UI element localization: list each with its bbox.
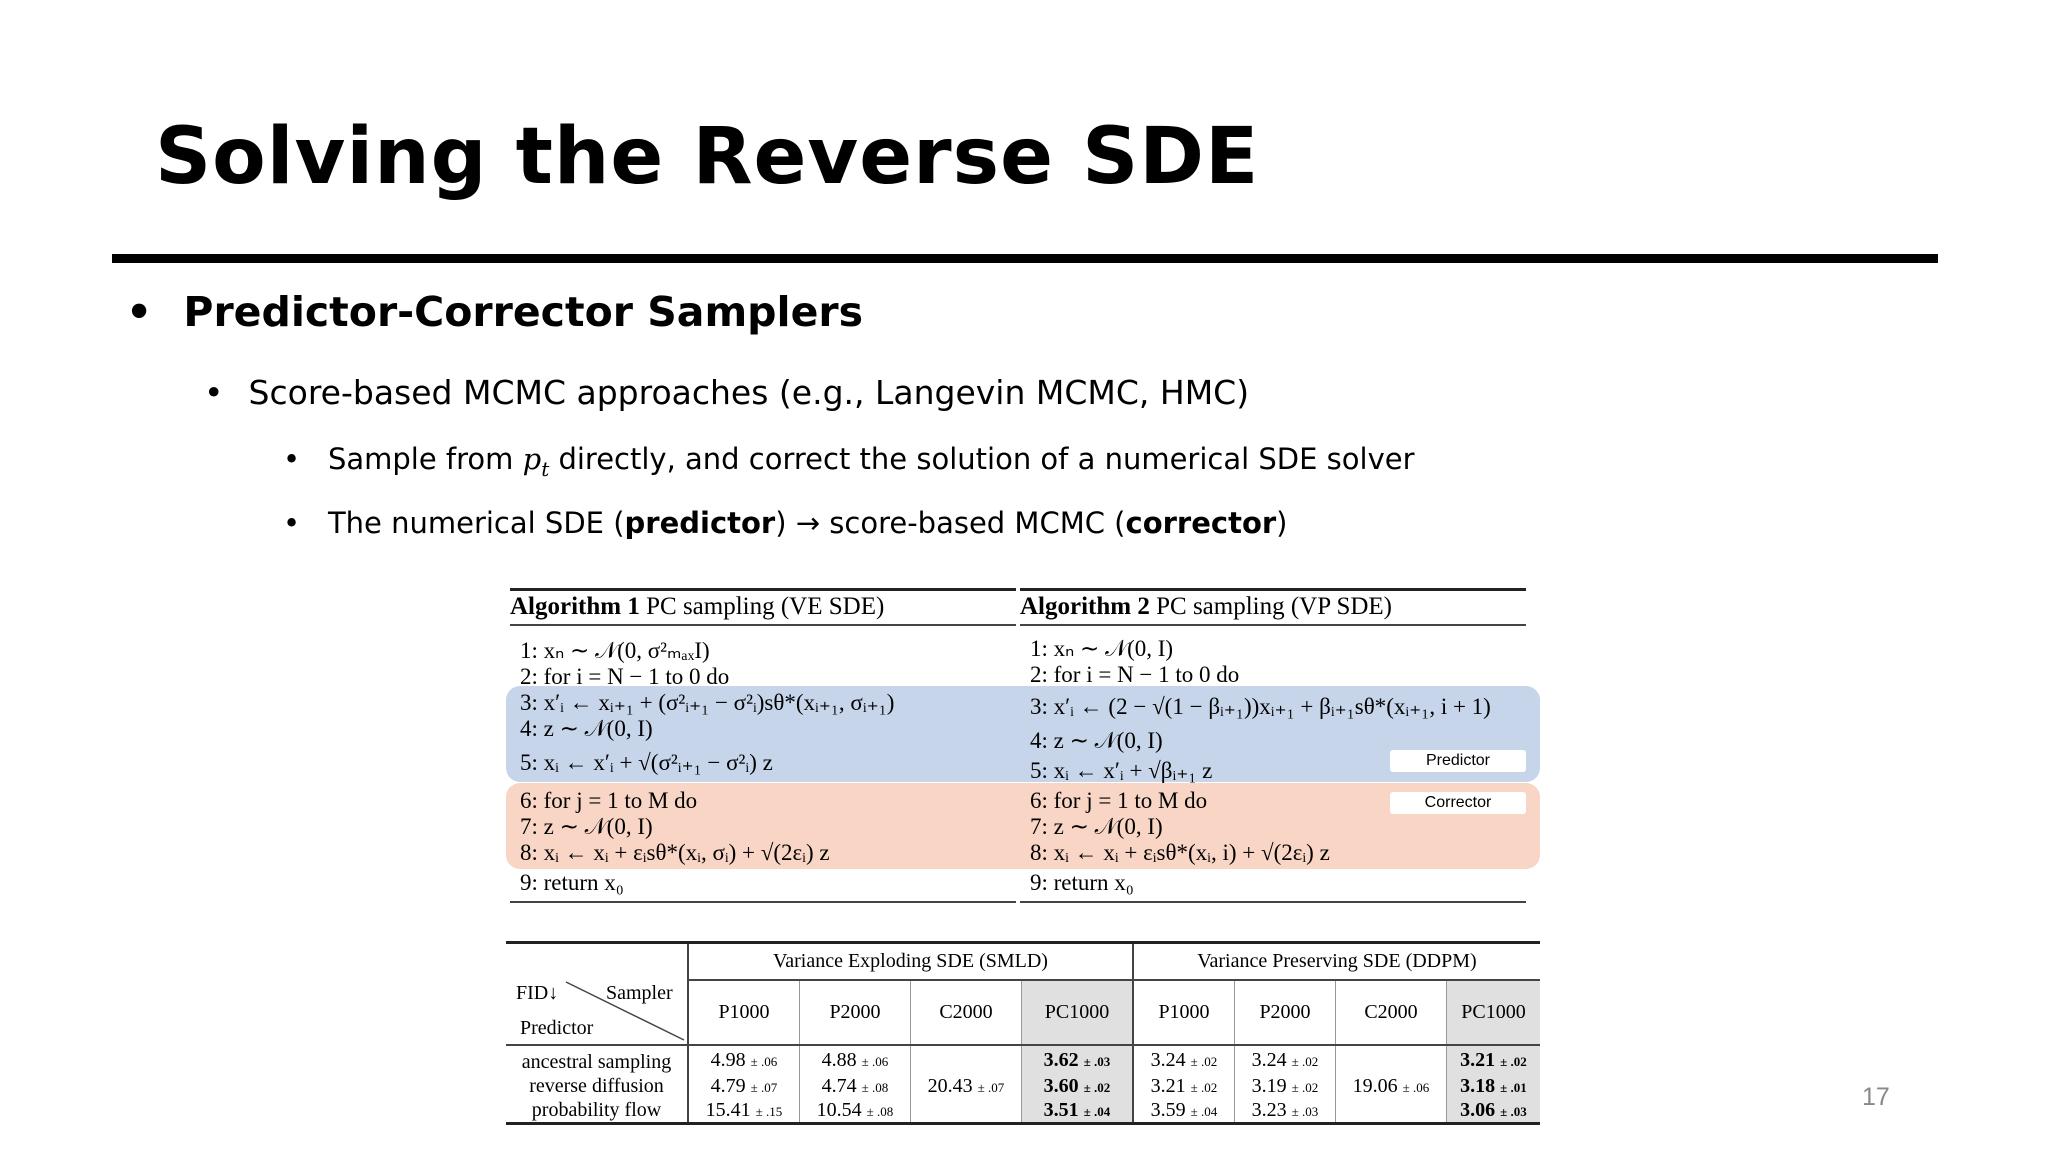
group-header-ve: Variance Exploding SDE (SMLD) xyxy=(688,943,1133,981)
algorithm-2-title: PC sampling (VP SDE) xyxy=(1149,593,1393,620)
bullet-level3-sample xyxy=(283,442,1415,481)
cell-error: ± .08 xyxy=(866,1103,894,1119)
row-label: ancestral sampling xyxy=(521,1050,672,1073)
cell-error: ± .03 xyxy=(1291,1103,1319,1119)
algorithm-2-label: Algorithm 2 xyxy=(1020,593,1150,620)
bullet3b-part3: ) → score-based MCMC ( xyxy=(775,506,1126,540)
table-cell xyxy=(800,1074,911,1098)
cell-value: 3.06 xyxy=(1460,1098,1496,1121)
title-divider xyxy=(112,254,1938,263)
cell-error: ± .03 xyxy=(1083,1053,1111,1069)
table-cell xyxy=(1447,1098,1541,1122)
bullet-dot: • xyxy=(126,288,153,336)
bullet3b-corrector: corrector xyxy=(1125,506,1277,540)
table-cell xyxy=(800,1045,911,1074)
bullet-level1 xyxy=(126,288,863,336)
alg2-line: 6: for j = 1 to M do xyxy=(1030,788,1208,813)
table-cell xyxy=(1022,1074,1134,1098)
cell-error: ± .02 xyxy=(1291,1079,1319,1095)
cell-value: 3.23 xyxy=(1251,1098,1287,1121)
alg1-line: 3: x′ᵢ ← xᵢ₊₁ + (σ²ᵢ₊₁ − σ²ᵢ)sθ*(xᵢ₊₁, σᵢ₊₁) xyxy=(520,690,895,715)
corner-fid: FID↓ xyxy=(516,982,559,1004)
algorithm-1 xyxy=(510,588,1016,904)
cell-error: ± .03 xyxy=(1500,1103,1527,1119)
bullet-level1-text: Predictor-Corrector Samplers xyxy=(183,288,863,336)
cell-error: ± .07 xyxy=(977,1079,1005,1095)
cell-error: ± .06 xyxy=(1402,1079,1430,1095)
cell-error: ± .04 xyxy=(1190,1103,1218,1119)
table-cell xyxy=(1235,1074,1336,1098)
algorithm-1-title: PC sampling (VE SDE) xyxy=(639,593,885,620)
table-cell xyxy=(911,1098,1022,1122)
table-corner xyxy=(506,980,688,1045)
table-cell xyxy=(911,1045,1022,1074)
cell-error: ± .02 xyxy=(1083,1079,1111,1095)
slide-title: Solving the Reverse SDE xyxy=(155,112,1260,202)
cell-error: ± .01 xyxy=(1500,1079,1527,1095)
col-header: P2000 xyxy=(1235,980,1336,1045)
bullet-dot: • xyxy=(283,506,301,540)
math-p: p xyxy=(522,442,542,476)
cell-error: ± .02 xyxy=(1190,1079,1218,1095)
col-header: C2000 xyxy=(911,980,1022,1045)
col-header: P2000 xyxy=(800,980,911,1045)
table-cell xyxy=(688,1098,800,1122)
corner-sampler: Sampler xyxy=(606,982,673,1004)
algorithm-1-label: Algorithm 1 xyxy=(510,593,640,620)
rule xyxy=(510,588,1016,591)
cell-error: ± .06 xyxy=(861,1053,889,1069)
alg2-line: 7: z ∼ 𝒩(0, I) xyxy=(1030,814,1163,839)
cell-error: ± .02 xyxy=(1291,1053,1319,1069)
col-header: PC1000 xyxy=(1022,980,1134,1045)
rule xyxy=(510,901,1016,903)
rule xyxy=(1020,624,1526,626)
algorithm-2 xyxy=(1020,588,1526,904)
table-bottom-rule xyxy=(506,1122,1540,1125)
col-header: P1000 xyxy=(1133,980,1235,1045)
algorithm-2-heading xyxy=(1020,593,1392,621)
cell-value: 3.21 xyxy=(1150,1074,1186,1097)
cell-value: 20.43 xyxy=(927,1074,973,1097)
bullet-level3-pipeline xyxy=(283,506,1288,540)
alg2-line: 5: xᵢ ← x′ᵢ + √βᵢ₊₁ z xyxy=(1030,758,1213,783)
table-cell xyxy=(1447,1074,1541,1098)
cell-error: ± .08 xyxy=(861,1079,889,1095)
bullet3b-part1: The numerical SDE ( xyxy=(327,506,625,540)
alg1-line: 7: z ∼ 𝒩(0, I) xyxy=(520,814,653,839)
row-label: reverse diffusion xyxy=(529,1074,664,1097)
table-cell xyxy=(1022,1045,1134,1074)
cell-error: ± .02 xyxy=(1190,1053,1218,1069)
cell-error: ± .15 xyxy=(755,1103,783,1119)
cell-value: 3.62 xyxy=(1043,1048,1079,1071)
bullet-level2 xyxy=(204,373,1249,412)
table-cell xyxy=(1336,1098,1447,1122)
table-cell xyxy=(800,1098,911,1122)
rule xyxy=(1020,901,1526,903)
alg1-line: 2: for i = N − 1 to 0 do xyxy=(520,664,730,689)
row-label: probability flow xyxy=(531,1098,662,1121)
cell-value: 19.06 xyxy=(1352,1074,1398,1097)
col-header: PC1000 xyxy=(1447,980,1541,1045)
alg1-line: 5: xᵢ ← x′ᵢ + √(σ²ᵢ₊₁ − σ²ᵢ) z xyxy=(520,750,773,775)
cell-error: ± .06 xyxy=(750,1053,778,1069)
cell-error: ± .02 xyxy=(1500,1053,1527,1069)
cell-error: ± .04 xyxy=(1083,1103,1111,1119)
bullet-dot: • xyxy=(204,373,224,412)
table-cell xyxy=(1235,1045,1336,1074)
corner-predictor: Predictor xyxy=(520,1017,594,1039)
alg2-line: 9: return x₀ xyxy=(1030,870,1134,895)
fid-table xyxy=(506,941,1540,1125)
alg1-line: 4: z ∼ 𝒩(0, I) xyxy=(520,716,653,741)
col-header: P1000 xyxy=(688,980,800,1045)
cell-value: 3.59 xyxy=(1150,1098,1186,1121)
table-cell xyxy=(911,1074,1022,1098)
page-number: 17 xyxy=(1862,1083,1890,1111)
table-cell xyxy=(1133,1074,1235,1098)
table-cell xyxy=(1133,1098,1235,1122)
math-sub-t: t xyxy=(541,456,550,481)
cell-value: 4.79 xyxy=(710,1074,746,1097)
bullet3b-part5: ) xyxy=(1276,506,1288,540)
cell-error: ± .07 xyxy=(750,1079,778,1095)
alg2-line: 2: for i = N − 1 to 0 do xyxy=(1030,662,1240,687)
table-cell xyxy=(688,1074,800,1098)
table-row xyxy=(506,1045,1540,1074)
cell-value: 3.24 xyxy=(1251,1048,1287,1071)
table-cell xyxy=(1336,1074,1447,1098)
table-cell xyxy=(1133,1045,1235,1074)
bullet3a-pre: Sample from xyxy=(327,442,523,476)
table-row xyxy=(506,1074,1540,1098)
table-row xyxy=(506,1098,1540,1122)
table-cell xyxy=(1447,1045,1541,1074)
cell-value: 3.21 xyxy=(1460,1048,1496,1071)
rule xyxy=(510,624,1016,626)
table-cell xyxy=(1336,1045,1447,1074)
alg2-line: 3: x′ᵢ ← (2 − √(1 − βᵢ₊₁))xᵢ₊₁ + βᵢ₊₁sθ*(xᵢ₊₁, i + 1) xyxy=(1030,694,1491,719)
corrector-tag: Corrector xyxy=(1390,792,1526,814)
algorithm-1-heading xyxy=(510,593,884,621)
rule xyxy=(1020,588,1526,591)
cell-value: 3.60 xyxy=(1043,1074,1079,1097)
cell-value: 4.98 xyxy=(710,1048,746,1071)
cell-value: 3.19 xyxy=(1251,1074,1287,1097)
predictor-tag: Predictor xyxy=(1390,750,1526,772)
col-header: C2000 xyxy=(1336,980,1447,1045)
bullet3b-predictor: predictor xyxy=(624,506,776,540)
alg1-line: 1: xₙ ∼ 𝒩(0, σ²ₘₐₓI) xyxy=(520,638,710,663)
table-corner-top xyxy=(506,943,688,981)
bullet-level2-text: Score-based MCMC approaches (e.g., Langevin MCMC, HMC) xyxy=(248,373,1250,412)
table-cell xyxy=(1235,1098,1336,1122)
table-cell xyxy=(688,1045,800,1074)
alg2-line: 1: xₙ ∼ 𝒩(0, I) xyxy=(1030,636,1174,661)
cell-value: 3.18 xyxy=(1460,1074,1496,1097)
cell-value: 15.41 xyxy=(705,1098,751,1121)
cell-value: 3.51 xyxy=(1043,1098,1079,1121)
table-cell xyxy=(1022,1098,1134,1122)
alg2-line: 4: z ∼ 𝒩(0, I) xyxy=(1030,728,1163,753)
cell-value: 10.54 xyxy=(816,1098,862,1121)
cell-value: 4.88 xyxy=(821,1048,857,1071)
alg1-line: 9: return x₀ xyxy=(520,870,624,895)
alg2-line: 8: xᵢ ← xᵢ + εᵢsθ*(xᵢ, i) + √(2εᵢ) z xyxy=(1030,840,1330,865)
bullet-dot: • xyxy=(283,442,301,476)
bullet3a-post: directly, and correct the solution of a numerical SDE solver xyxy=(549,442,1415,476)
group-header-vp: Variance Preserving SDE (DDPM) xyxy=(1133,943,1540,981)
alg1-line: 8: xᵢ ← xᵢ + εᵢsθ*(xᵢ, σᵢ) + √(2εᵢ) z xyxy=(520,840,830,865)
cell-value: 4.74 xyxy=(821,1074,857,1097)
alg1-line: 6: for j = 1 to M do xyxy=(520,788,698,813)
cell-value: 3.24 xyxy=(1150,1048,1186,1071)
